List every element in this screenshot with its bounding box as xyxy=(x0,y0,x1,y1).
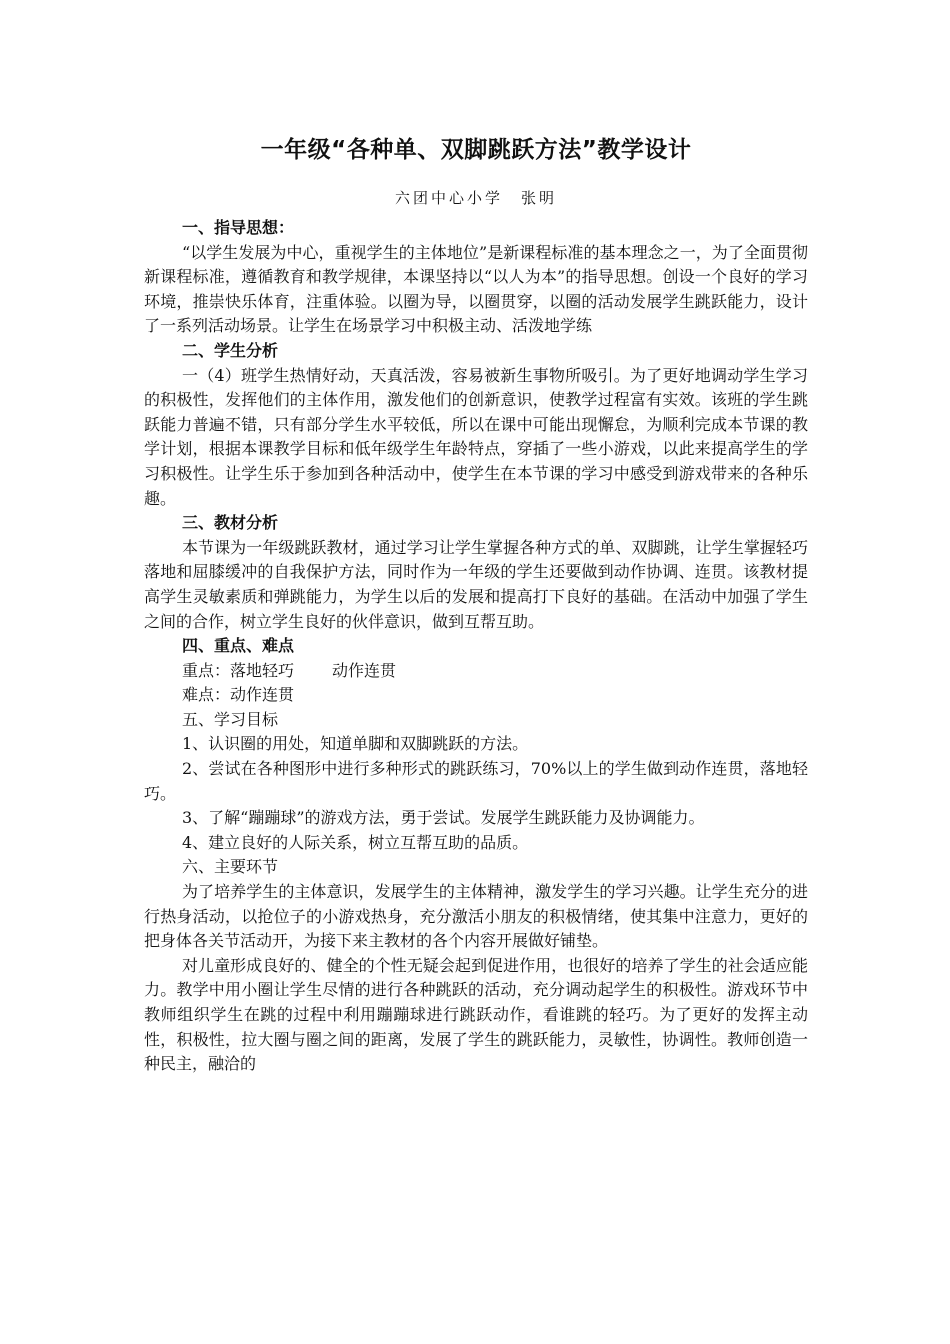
key-points-line xyxy=(144,659,808,684)
author-line xyxy=(144,186,808,210)
learning-goal-2: 2、尝试在各种图形中进行多种形式的跳跃练习，70%以上的学生做到动作连贯，落地轻巧。 xyxy=(144,759,808,803)
document-title: 一年级“各种单、双脚跳跃方法”教学设计 xyxy=(260,137,692,163)
main-steps-paragraph-1: 为了培养学生的主体意识，发展学生的主体精神，激发学生的学习兴趣。让学生充分的进行热身活动，以抢位子的小游戏热身，充分激活小朋友的积极情绪，使其集中注意力，更好的把身体各关节活动开，为接下来主教材的各个内容开展做好铺垫。 xyxy=(144,882,808,951)
learning-goal-4: 4、建立良好的人际关系，树立互帮互助的品质。 xyxy=(182,832,529,852)
student-analysis-paragraph: 一（4）班学生热情好动，天真活泼，容易被新生事物所吸引。为了更好地调动学生学习的积极性，发挥他们的主体作用，激发他们的创新意识，使教学过程富有实效。该班的学生跳跃能力普遍不错，只有部分学生水平较低，所以在课中可能出现懈怠，为顺利完成本节课的教学计划，根据本课教学目标和低年级学生年龄特点，穿插了一些小游戏，以此来提高学生的学习积极性。让学生乐于参加到各种活动中，使学生在本节课的学习中感受到游戏带来的各种乐趣。 xyxy=(144,365,808,508)
section-heading-learning-goals: 五、学习目标 xyxy=(182,709,279,729)
author-name: 张明 xyxy=(521,189,558,207)
section-heading-student-analysis: 二、学生分析 xyxy=(182,340,279,360)
difficulty-line: 难点：动作连贯 xyxy=(182,685,295,705)
guiding-idea-paragraph: “以学生发展为中心，重视学生的主体地位”是新课程标准的基本理念之一，为了全面贯彻新课程标准，遵循教育和教学规律，本课坚持以“以人为本”的指导思想。创设一个良好的学习环境，推崇快乐体育，注重体验。以圈为导，以圈贯穿，以圈的活动发展学生跳跃能力，设计了一系列活动场景。让学生在场景学习中积极主动、活泼地学练 xyxy=(144,242,808,336)
author-school: 六团中心小学 xyxy=(394,189,503,207)
section-heading-guiding-idea: 一、指导思想： xyxy=(182,218,295,237)
section-heading-main-steps: 六、主要环节 xyxy=(182,857,279,877)
main-steps-paragraph-2: 对儿童形成良好的、健全的个性无疑会起到促进作用，也很好的培养了学生的社会适应能力。教学中用小圈让学生尽情的进行各种跳跃的活动，充分调动起学生的积极性。游戏环节中教师组织学生在跳的过程中利用蹦蹦球进行跳跃动作，看谁跳的轻巧。为了更好的发挥主动性，积极性，拉大圈与圈之间的距离，发展了学生的跳跃能力，灵敏性，协调性。教师创造一种民主，融洽的 xyxy=(144,955,808,1074)
document-body xyxy=(144,128,808,1077)
learning-goal-1: 1、认识圈的用处，知道单脚和双脚跳跃的方法。 xyxy=(182,734,529,754)
learning-goal-3: 3、了解“蹦蹦球”的游戏方法，勇于尝试。发展学生跳跃能力及协调能力。 xyxy=(182,808,705,828)
section-heading-material-analysis: 三、教材分析 xyxy=(182,513,279,533)
section-heading-key-points: 四、重点、难点 xyxy=(182,636,295,656)
material-analysis-paragraph: 本节课为一年级跳跃教材，通过学习让学生掌握各种方式的单、双脚跳，让学生掌握轻巧落地和屈膝缓冲的自我保护方法，同时作为一年级的学生还要做到动作协调、连贯。该教材提高学生灵敏素质和弹跳能力，为学生以后的发展和提高打下良好的基础。在活动中加强了学生之间的合作，树立学生良好的伙伴意识，做到互帮互助。 xyxy=(144,537,808,631)
key-point-label: 重点：落地轻巧 xyxy=(182,660,295,680)
key-point-extra: 动作连贯 xyxy=(332,660,397,680)
